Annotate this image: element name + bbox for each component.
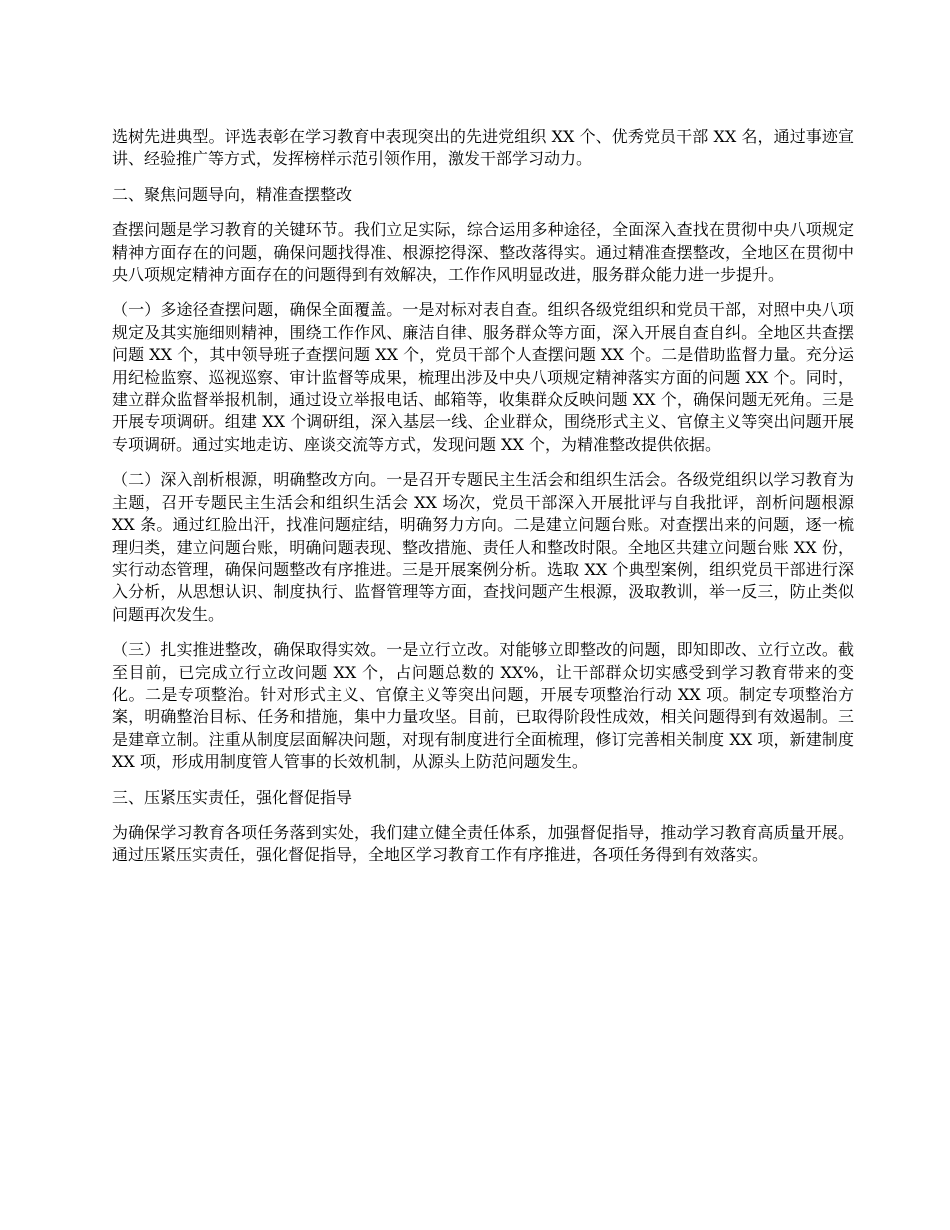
document-page bbox=[112, 126, 854, 880]
paragraph-problem-check-intro: 查摆问题是学习教育的关键环节。我们立足实际，综合运用多种途径，全面深入查找在贯彻中央八项规定精神方面存在的问题，确保问题找得准、根源挖得深、整改落得实。通过精准查摆整改，全地区在贯彻中央八项规定精神方面存在的问题得到有效解决，工作作风明显改进，服务群众能力进一步提升。 bbox=[112, 220, 854, 285]
paragraph-subsection-2: （二）深入剖析根源，明确整改方向。一是召开专题民主生活会和组织生活会。各级党组织以学习教育为主题，召开专题民主生活会和组织生活会 XX 场次，党员干部深入开展批评与自我批评，剖析问题根源 XX 条。通过红脸出汗，找准问题症结，明确努力方向。二是建立问题台账。对查摆出来的问题，逐一梳理归类，建立问题台账，明确问题表现、整改措施、责任人和整改时限。全地区共建立问题台账 XX 份，实行动态管理，确保问题整改有序推进。三是开展案例分析。选取 XX 个典型案例，组织党员干部进行深入分析，从思想认识、制度执行、监督管理等方面，查找问题产生根源，汲取教训，举一反三，防止类似问题再次发生。 bbox=[112, 470, 854, 624]
paragraph-responsibility-intro: 为确保学习教育各项任务落到实处，我们建立健全责任体系，加强督促指导，推动学习教育高质量开展。通过压紧压实责任，强化督促指导，全地区学习教育工作有序推进，各项任务得到有效落实。 bbox=[112, 822, 854, 865]
section-heading-3: 三、压紧压实责任，强化督促指导 bbox=[112, 787, 353, 807]
section-heading-2: 二、聚焦问题导向，精准查摆整改 bbox=[112, 184, 353, 204]
paragraph-exemplar-selection: 选树先进典型。评选表彰在学习教育中表现突出的先进党组织 XX 个、优秀党员干部 XX 名，通过事迹宣讲、经验推广等方式，发挥榜样示范引领作用，激发干部学习动力。 bbox=[112, 127, 854, 169]
paragraph-subsection-3: （三）扎实推进整改，确保取得实效。一是立行立改。对能够立即整改的问题，即知即改、立行立改。截至目前，已完成立行立改问题 XX 个，占问题总数的 XX%，让干部群众切实感受到学习教育带来的变化。二是专项整治。针对形式主义、官僚主义等突出问题，开展专项整治行动 XX 项。制定专项整治方案，明确整治目标、任务和措施，集中力量攻坚。目前，已取得阶段性成效，相关问题得到有效遏制。三是建章立制。注重从制度层面解决问题，对现有制度进行全面梳理，修订完善相关制度 XX 项，新建制度 XX 项，形成用制度管人管事的长效机制，从源头上防范问题发生。 bbox=[112, 640, 854, 772]
paragraph-subsection-1: （一）多途径查摆问题，确保全面覆盖。一是对标对表自查。组织各级党组织和党员干部，对照中央八项规定及其实施细则精神，围绕工作作风、廉洁自律、服务群众等方面，深入开展自查自纠。全地区共查摆问题 XX 个，其中领导班子查摆问题 XX 个，党员干部个人查摆问题 XX 个。二是借助监督力量。充分运用纪检监察、巡视巡察、审计监督等成果，梳理出涉及中央八项规定精神落实方面的问题 XX 个。同时，建立群众监督举报机制，通过设立举报电话、邮箱等，收集群众反映问题 XX 个，确保问题无死角。三是开展专项调研。组建 XX 个调研组，深入基层一线、企业群众，围绕形式主义、官僚主义等突出问题开展专项调研。通过实地走访、座谈交流等方式，发现问题 XX 个，为精准整改提供依据。 bbox=[112, 300, 854, 454]
